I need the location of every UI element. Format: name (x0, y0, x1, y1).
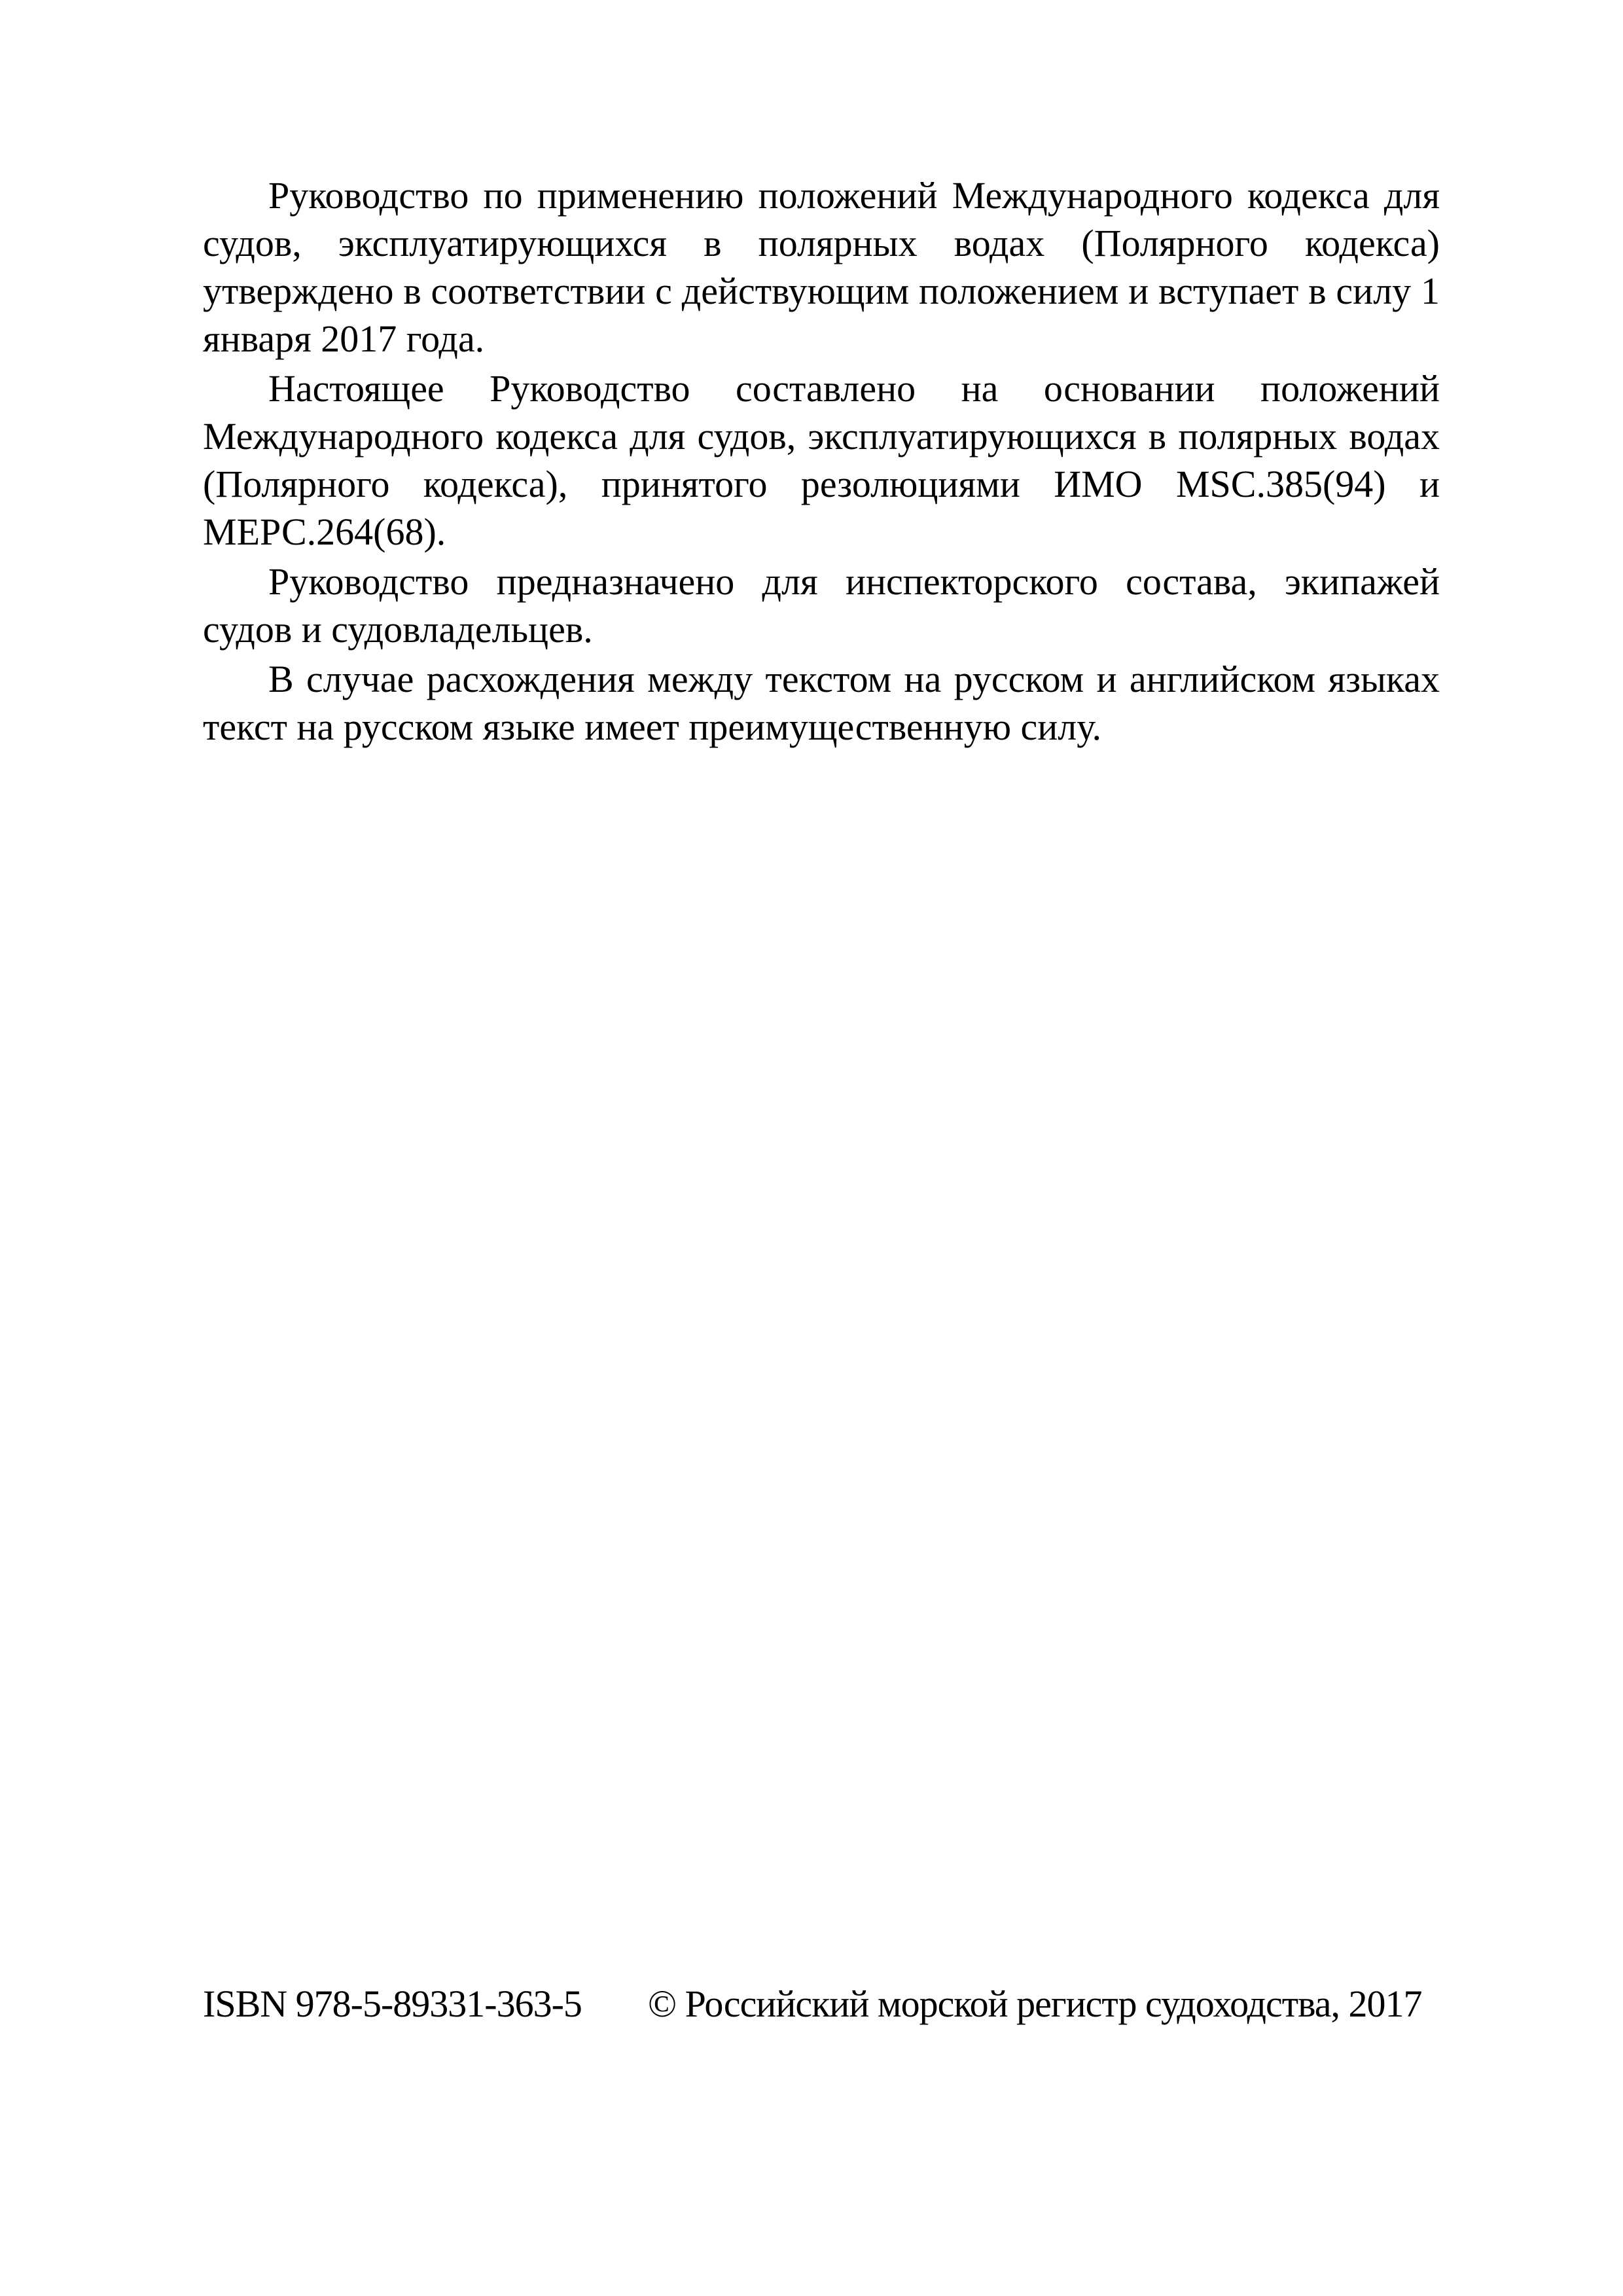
paragraph-approval: Руководство по применению положений Международного кодекса для судов, эксплуатирующихся в полярных водах (Полярного кодекса) утверждено в соответствии с действующим положением и вступает в силу 1 января 2017 года. (203, 174, 1440, 360)
document-body (203, 171, 1440, 751)
paragraph-language-precedence: В случае расхождения между текстом на русском и английском языках текст на русском языке имеет преимущественную силу. (203, 658, 1440, 748)
copyright-notice: © Российский морской регистр судоходства, 2017 (648, 1982, 1422, 2025)
imprint-footer (203, 1978, 1440, 2030)
isbn-number: ISBN 978-5-89331-363-5 (203, 1982, 582, 2025)
paragraph-basis: Настоящее Руководство составлено на основании положений Международного кодекса для судов, эксплуатирующихся в полярных водах (Полярного кодекса), принятого резолюциями ИМО MSC.385(94) и МЕРС.264(68). (203, 367, 1440, 553)
paragraph-audience: Руководство предназначено для инспекторского состава, экипажей судов и судовладельцев. (203, 560, 1440, 651)
